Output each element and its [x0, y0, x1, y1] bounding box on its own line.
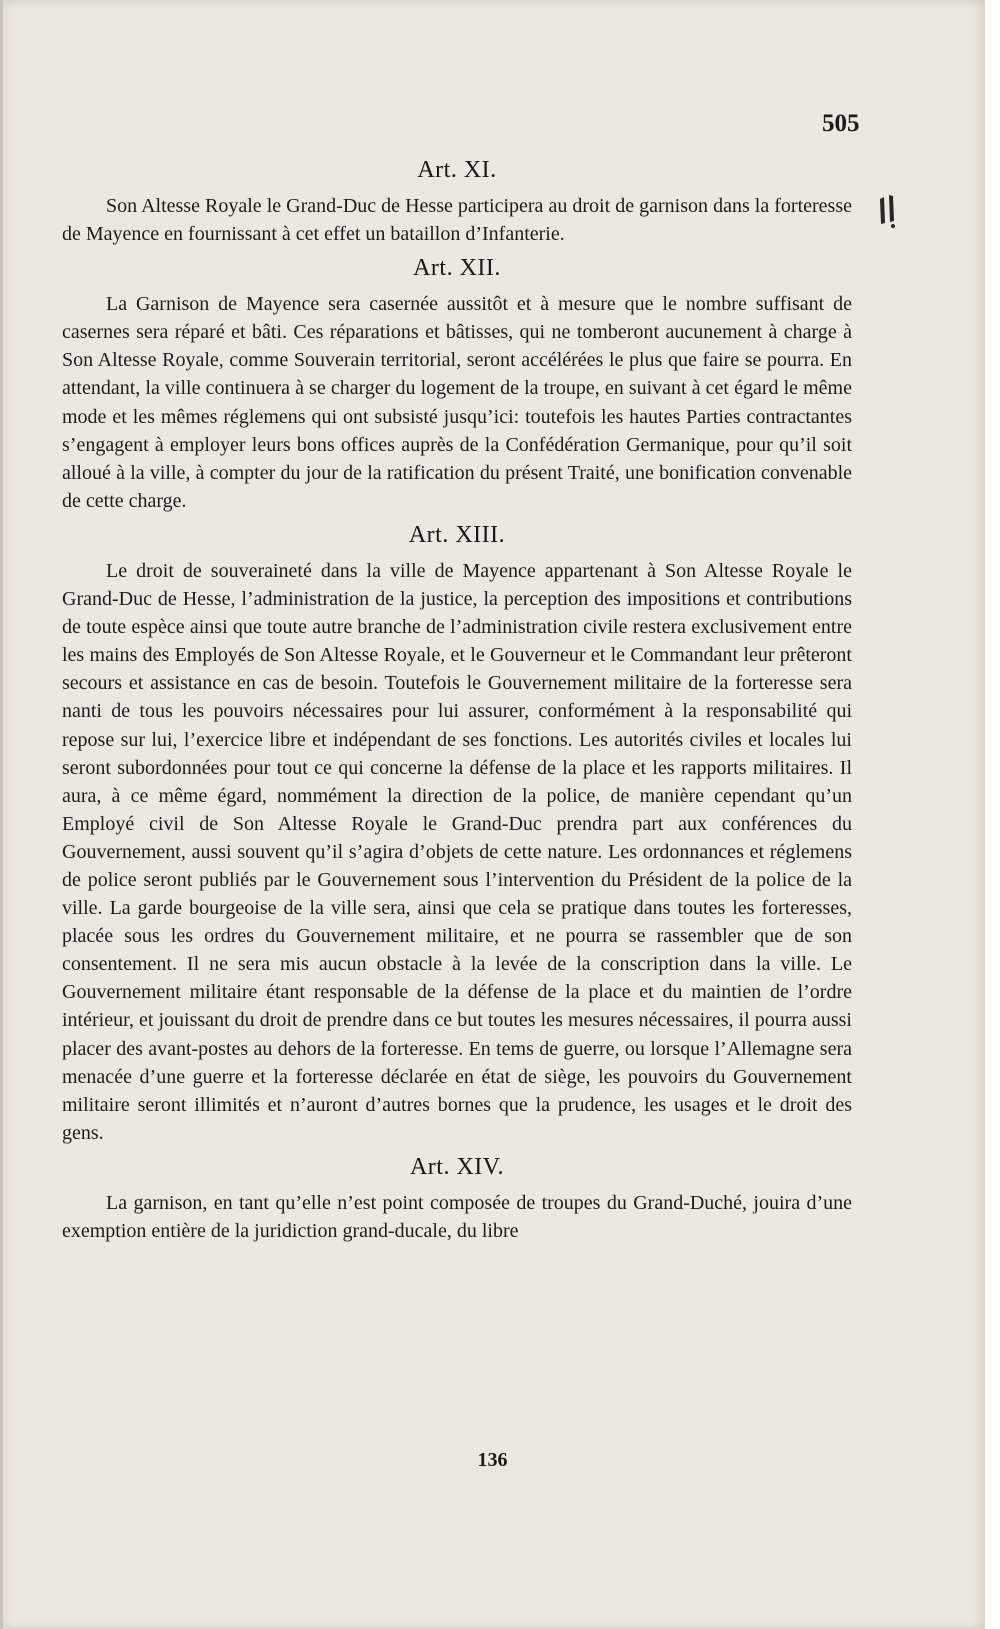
article-14-title: Art. XIV.	[409, 1153, 505, 1180]
article-11-title: Art. XI.	[417, 157, 497, 183]
article-13-title: Art. XIII.	[408, 521, 506, 548]
text-block	[62, 150, 852, 1245]
article-13-text: Le droit de souveraineté dans la ville de Mayence appartenant à Son Altesse Royale le Grand-Duc de Hesse, l’administration de la justice, la perception des impositions et contributions de toute espèce ainsi que toute autre branche de l’administration civile restera exclusivement entre les mains des Employés de Son Altesse Royale, et le Gouverneur et le Commandant leur prêteront secours et assistance en cas de besoin. Toutefois le Gouvernement militaire de la forteresse sera nanti de tous les pouvoirs nécessaires pour lui assurer, conformément à la responsabilité qui repose sur lui, l’exercice libre et indépendant de ses fonctions. Les autorités civiles et locales lui seront subordonnées pour tout ce qui concerne la défense de la place et les rapports militaires. Il aura, à ce même égard, nommément la direction de la police, de manière cependant qu’un Employé civil de Son Altesse Royale le Grand-Duc prendra part aux conférences du Gouvernement, aussi souvent qu’il s’agira d’objets de cette nature. Les ordonnances et réglemens de police seront publiés par le Gouvernement sous l’intervention du Président de la police de la ville. La garde bourgeoise de la ville sera, ainsi que cela se pratique dans toutes les forteresses, placée sous les ordres du Gouvernement militaire, et ne pourra se rassembler que de son consentement. Il ne sera mis aucun obstacle à la levée de la conscription dans la ville. Le Gouvernement militaire étant responsable de la défense de la place et du maintien de l’ordre intérieur, et jouissant du droit de prendre dans ce but toutes les mesures nécessaires, il pourra aussi placer des avant-postes au dehors de la forteresse. En tems de guerre, ou lorsque l’Allemagne sera menacée d’une guerre et la forteresse déclarée en état de siège, les pouvoirs du Gouvernement militaire seront illimités et n’auront d’autres bornes que la prudence, les usages et le droit des gens.	[62, 559, 852, 1144]
page-number: 505	[822, 110, 860, 137]
article-12-title: Art. XII.	[413, 255, 501, 282]
margin-mark-icon	[877, 193, 899, 229]
article-12-text: La Garnison de Mayence sera casernée aussitôt et à mesure que le nombre suffisant de casernes sera réparé et bâti. Ces réparations et bâtisses, qui ne tomberont aucunement à charge à Son Altesse Royale, comme Souverain territorial, seront accélérées le plus que faire se pourra. En attendant, la ville continuera à se charger du logement de la troupe, en suivant à cet égard le même mode et les mêmes réglemens qui ont subsisté jusqu’ici: toutefois les hautes Parties contractantes s’engagent à employer leurs bons offices auprès de la Confédération Germanique, pour qu’il soit alloué à la ville, à compter du jour de la ratification du présent Traité, une bonification convenable de cette charge.	[62, 293, 852, 512]
signature-mark: 136	[477, 1449, 508, 1471]
article-14-text: La garnison, en tant qu’elle n’est point composée de troupes du Grand-Duché, jouira d’une exemption entière de la juridiction grand-ducale, du libre	[62, 1191, 852, 1242]
article-11-text: Son Altesse Royale le Grand-Duc de Hesse participera au droit de garnison dans la forteresse de Mayence en fournissant à cet effet un bataillon d’Infanterie.	[62, 195, 852, 246]
page-edge	[0, 0, 3, 1629]
